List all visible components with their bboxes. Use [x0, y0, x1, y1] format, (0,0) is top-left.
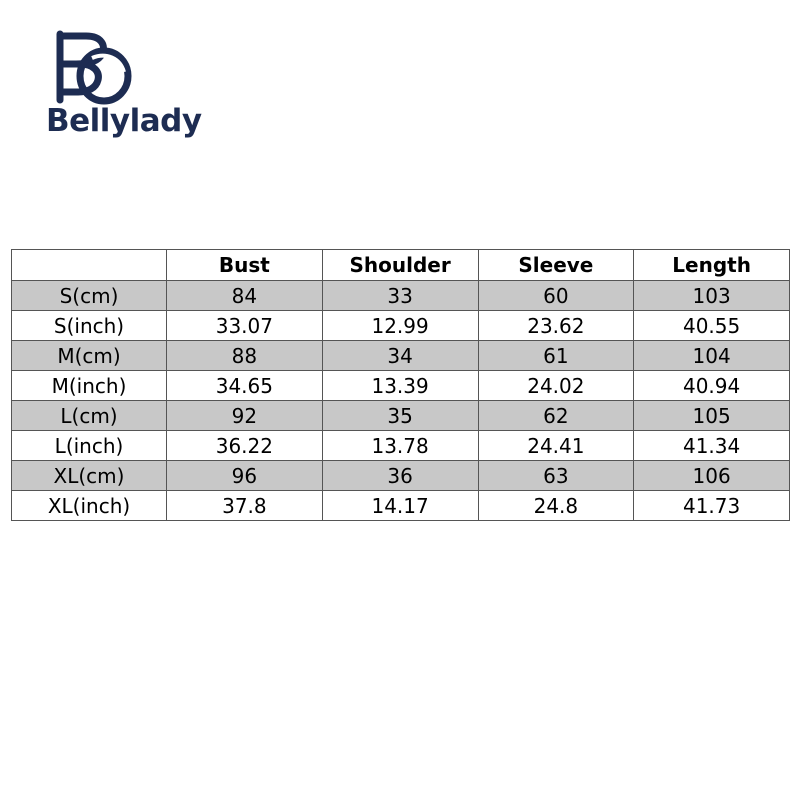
table-row — [12, 311, 790, 341]
row-label: L(cm) — [12, 401, 167, 431]
cell-length: 41.73 — [634, 491, 790, 521]
cell-length: 106 — [634, 461, 790, 491]
cell-shoulder: 13.78 — [322, 431, 478, 461]
table-row — [12, 491, 790, 521]
cell-length: 103 — [634, 281, 790, 311]
cell-sleeve: 61 — [478, 341, 634, 371]
cell-length: 40.55 — [634, 311, 790, 341]
table-row — [12, 281, 790, 311]
row-label: S(cm) — [12, 281, 167, 311]
cell-sleeve: 60 — [478, 281, 634, 311]
cell-bust: 33.07 — [167, 311, 323, 341]
row-label: M(cm) — [12, 341, 167, 371]
cell-bust: 96 — [167, 461, 323, 491]
table-row — [12, 461, 790, 491]
table-header-corner — [12, 250, 167, 281]
table-header-row — [12, 250, 790, 281]
size-chart-table — [11, 249, 790, 521]
cell-shoulder: 12.99 — [322, 311, 478, 341]
row-label: XL(cm) — [12, 461, 167, 491]
size-chart-table-wrap — [11, 249, 789, 521]
cell-sleeve: 24.8 — [478, 491, 634, 521]
table-row — [12, 371, 790, 401]
brand-block — [46, 28, 286, 137]
table-header-shoulder: Shoulder — [322, 250, 478, 281]
cell-bust: 34.65 — [167, 371, 323, 401]
cell-shoulder: 14.17 — [322, 491, 478, 521]
cell-sleeve: 23.62 — [478, 311, 634, 341]
row-label: S(inch) — [12, 311, 167, 341]
cell-bust: 37.8 — [167, 491, 323, 521]
cell-shoulder: 35 — [322, 401, 478, 431]
table-header-sleeve: Sleeve — [478, 250, 634, 281]
cell-sleeve: 24.02 — [478, 371, 634, 401]
cell-bust: 84 — [167, 281, 323, 311]
row-label: L(inch) — [12, 431, 167, 461]
cell-sleeve: 62 — [478, 401, 634, 431]
cell-length: 105 — [634, 401, 790, 431]
cell-sleeve: 63 — [478, 461, 634, 491]
table-row — [12, 341, 790, 371]
row-label: XL(inch) — [12, 491, 167, 521]
cell-length: 104 — [634, 341, 790, 371]
cell-shoulder: 33 — [322, 281, 478, 311]
table-header-bust: Bust — [167, 250, 323, 281]
table-row — [12, 401, 790, 431]
cell-shoulder: 13.39 — [322, 371, 478, 401]
brand-name: Bellylady — [46, 103, 202, 139]
table-body — [12, 281, 790, 521]
table-header — [12, 250, 790, 281]
cell-shoulder: 36 — [322, 461, 478, 491]
table-header-length: Length — [634, 250, 790, 281]
cell-length: 40.94 — [634, 371, 790, 401]
cell-bust: 88 — [167, 341, 323, 371]
cell-bust: 92 — [167, 401, 323, 431]
cell-bust: 36.22 — [167, 431, 323, 461]
cell-shoulder: 34 — [322, 341, 478, 371]
bellylady-monogram-icon — [46, 28, 286, 110]
cell-length: 41.34 — [634, 431, 790, 461]
table-row — [12, 431, 790, 461]
row-label: M(inch) — [12, 371, 167, 401]
cell-sleeve: 24.41 — [478, 431, 634, 461]
